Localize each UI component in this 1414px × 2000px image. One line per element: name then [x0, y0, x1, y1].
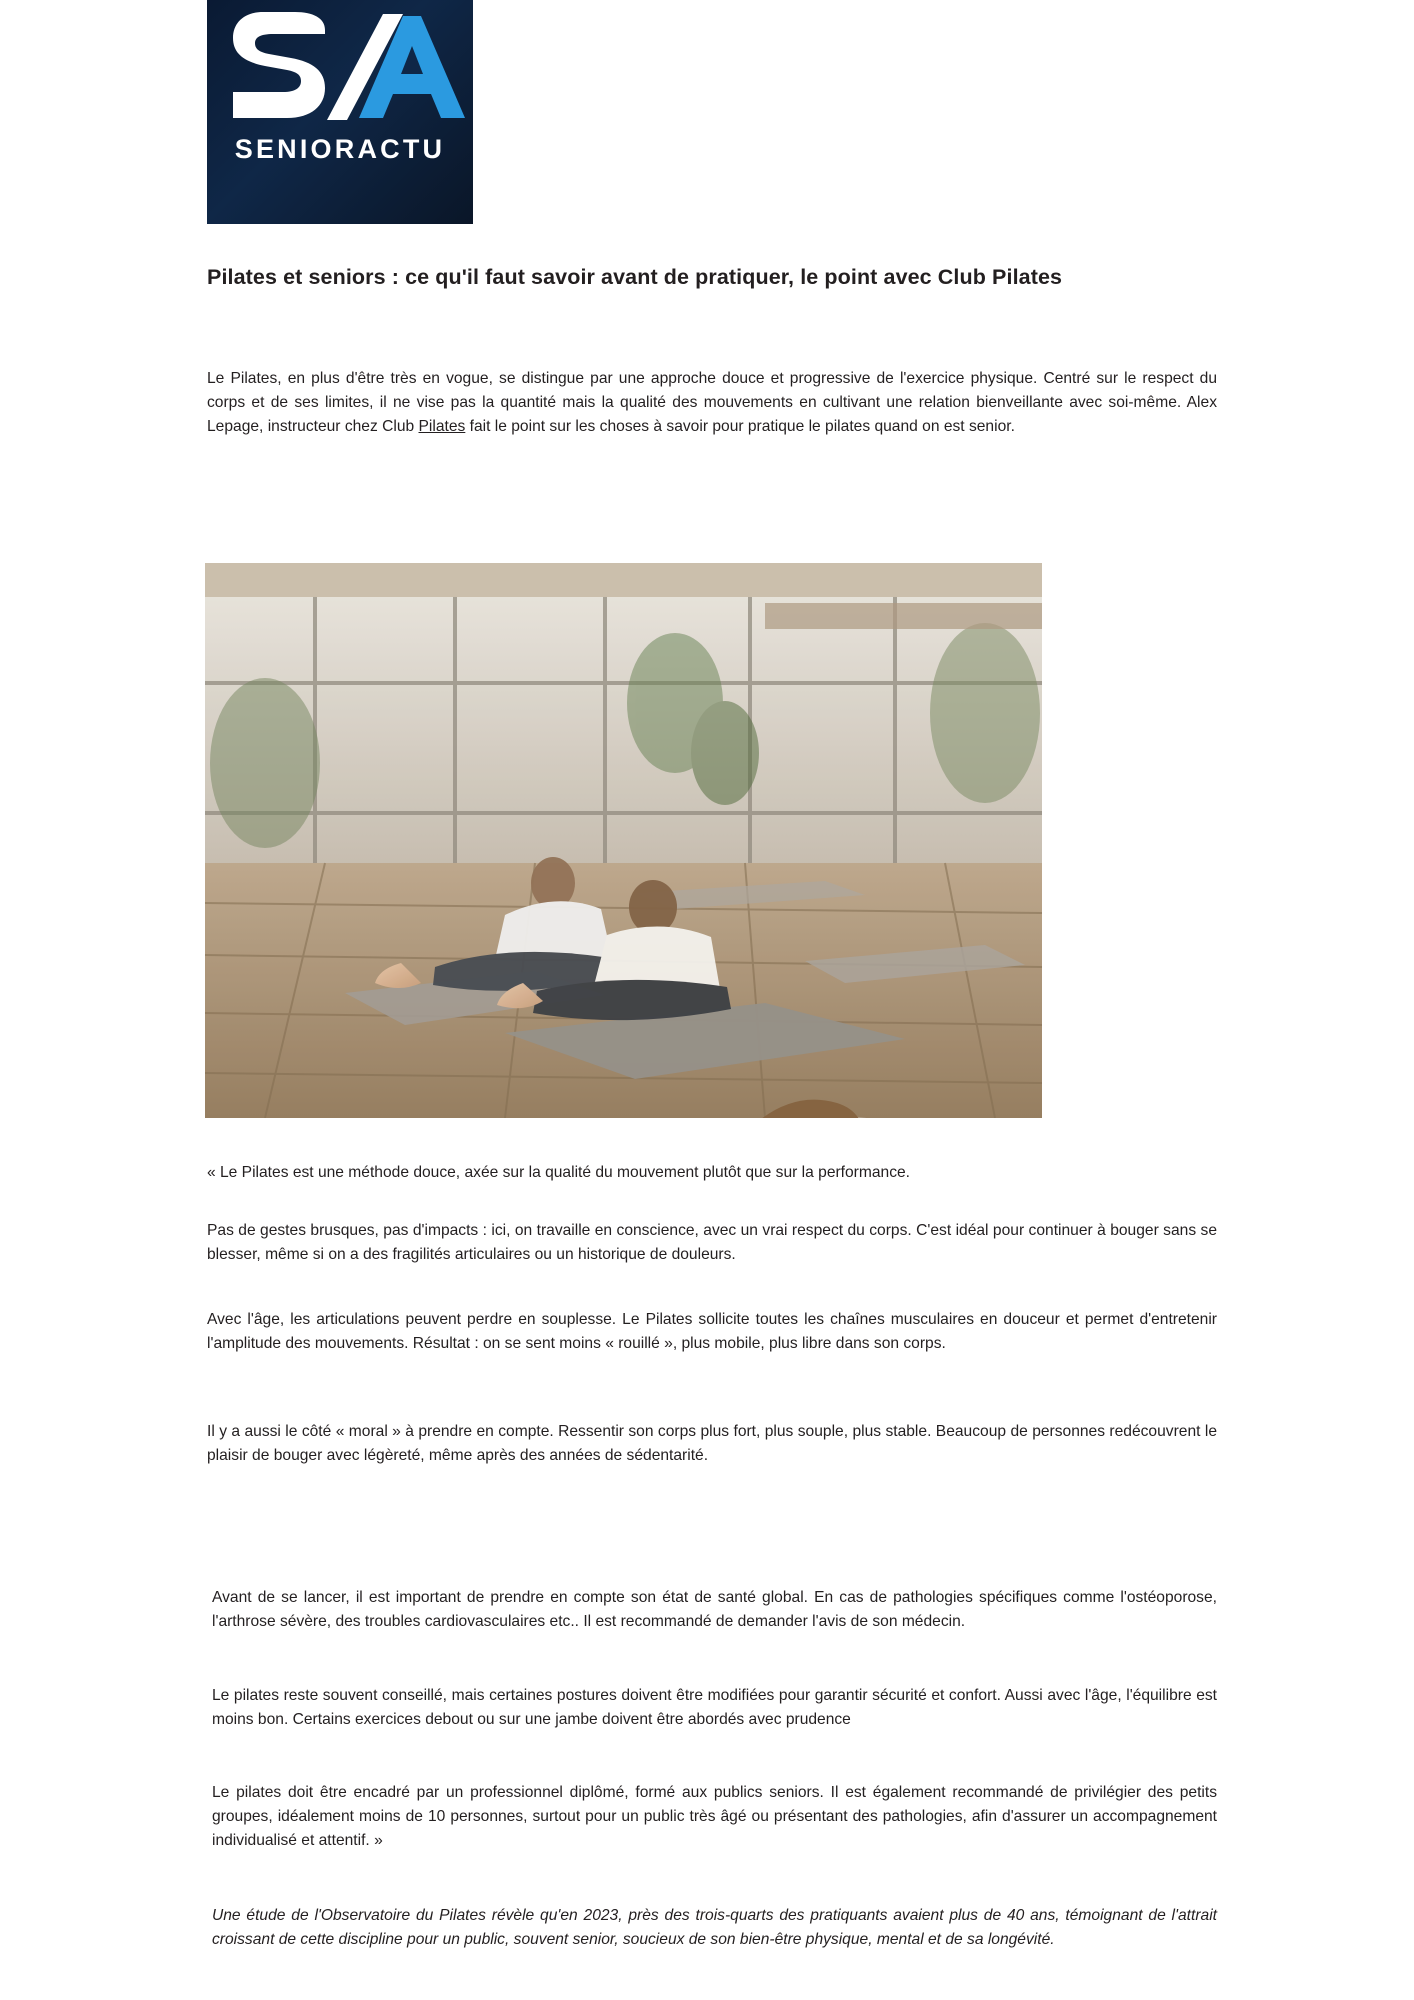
paragraph-instructor: Le pilates doit être encadré par un professionnel diplômé, formé aux publics seniors. Il est également recommandé de privilégier des petits groupes, idéalement moins de 10 personnes, surtout pour un public très âgé ou présentant des pathologies, afin d'assurer un accompagnement individualisé et attentif. »	[212, 1783, 1217, 1849]
paragraph-quote-open: « Le Pilates est une méthode douce, axée sur la qualité du mouvement plutôt que sur la performance.	[207, 1163, 911, 1181]
sa-monogram-icon	[207, 8, 473, 138]
paragraph-no-impact: Pas de gestes brusques, pas d'impacts : ici, on travaille en conscience, avec un vrai respect du corps. C'est idéal pour continuer à bouger sans se blesser, même si on a des fragilités articulaires ou un historique de douleurs.	[207, 1221, 1217, 1263]
lead-text-after: fait le point sur les choses à savoir pour pratique le pilates quand on est senior.	[465, 418, 1015, 436]
article-hero-image	[205, 563, 1042, 1118]
paragraph-health-check: Avant de se lancer, il est important de prendre en compte son état de santé global. En cas de pathologies spécifiques comme l'ostéoporose, l'arthrose sévère, des troubles cardiovasculaires etc.. Il est recommandé de demander l'avis de son médecin.	[212, 1588, 1217, 1630]
paragraph-postures: Le pilates reste souvent conseillé, mais certaines postures doivent être modifiées pour garantir sécurité et confort. Aussi avec l'âge, l'équilibre est moins bon. Certains exercices debout ou sur une jambe doivent être abordés avec prudence	[212, 1686, 1217, 1728]
senioractu-logo	[207, 0, 473, 224]
lead-text-before: Le Pilates, en plus d'être très en vogue, se distingue par une approche douce et progressive de l'exercice physique. Centré sur le respect du corps et de ses limites, il ne vise pas la quantité mais la qualité des mouvements en cultivant une relation bienveillante avec soi-même. Alex Lepage, instructeur chez Club	[207, 370, 1217, 436]
paragraph-joints: Avec l'âge, les articulations peuvent perdre en souplesse. Le Pilates sollicite toutes les chaînes musculaires en douceur et permet d'entretenir l'amplitude des mouvements. Résultat : on se sent moins « rouillé », plus mobile, plus libre dans son corps.	[207, 1310, 1217, 1352]
page-title: Pilates et seniors : ce qu'il faut savoir avant de pratiquer, le point avec Club Pilates	[207, 265, 1063, 290]
lead-paragraph	[207, 367, 1217, 439]
paragraph-study-italic: Une étude de l'Observatoire du Pilates révèle qu'en 2023, près des trois-quarts des pratiquants avaient plus de 40 ans, témoignant de l'attrait croissant de cette discipline pour un public, souvent senior, soucieux de son bien-être physique, mental et de sa longévité.	[212, 1906, 1217, 1948]
paragraph-moral: Il y a aussi le côté « moral » à prendre en compte. Ressentir son corps plus fort, plus souple, plus stable. Beaucoup de personnes redécouvrent le plaisir de bouger avec légèreté, même après des années de sédentarité.	[207, 1422, 1217, 1464]
logo-wordmark: SENIORACTU	[234, 134, 446, 164]
club-pilates-link[interactable]: Pilates	[418, 418, 466, 436]
